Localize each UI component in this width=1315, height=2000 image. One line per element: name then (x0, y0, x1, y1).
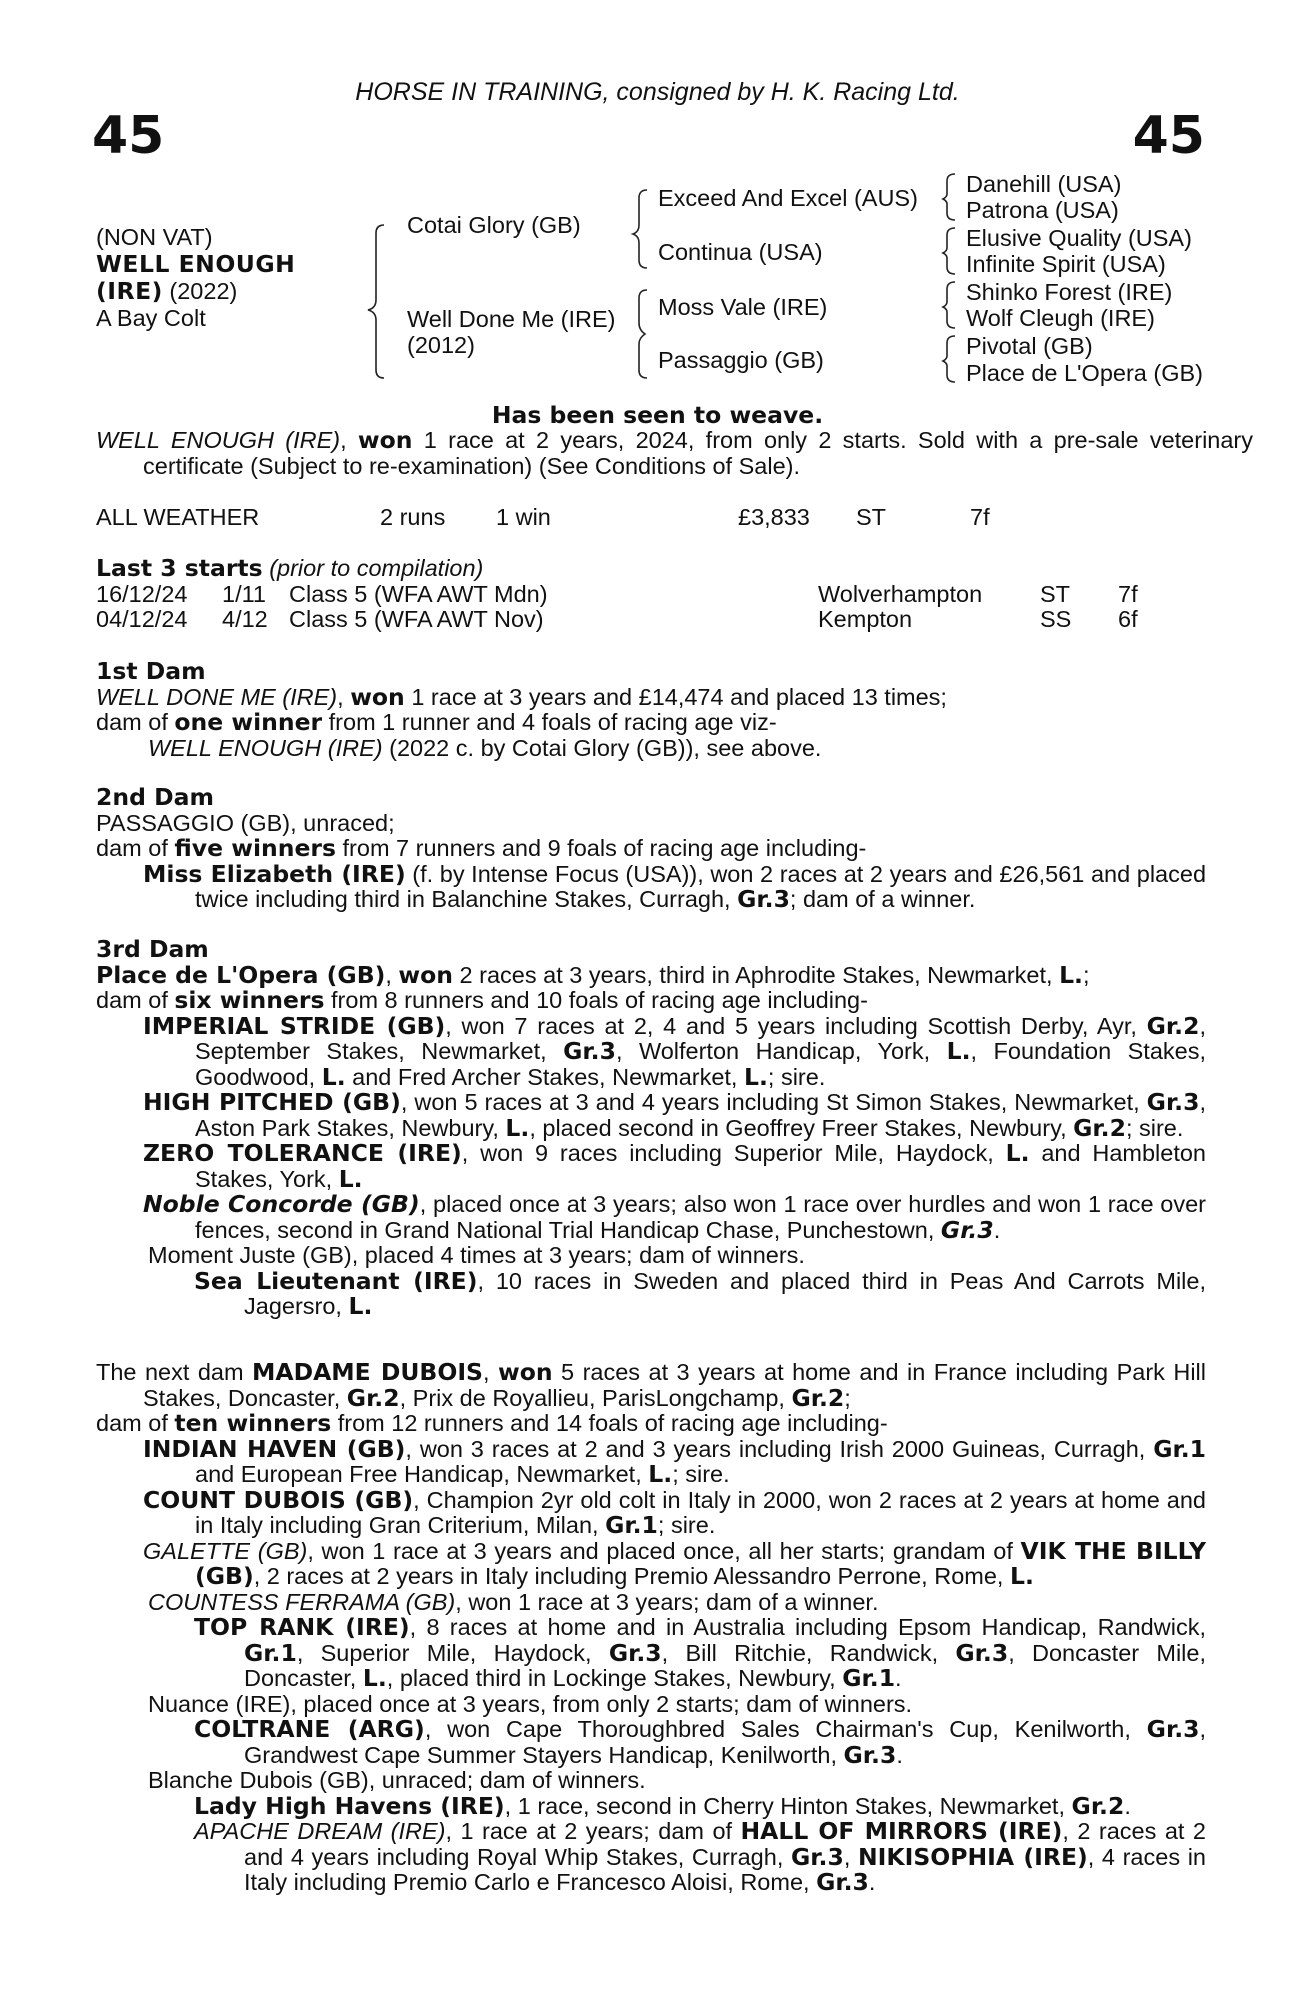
produce-text: , Wolferton Handicap, York, (615, 1038, 947, 1064)
grade: Gr.3 (1146, 1088, 1200, 1116)
sep: , (337, 683, 351, 710)
summary-horse-name: WELL ENOUGH (IRE) (96, 427, 341, 453)
grade: Gr.3 (608, 1638, 662, 1667)
start-date: 16/12/24 (96, 581, 188, 607)
start-date: 04/12/24 (96, 606, 188, 632)
second-dam-section (96, 785, 1206, 913)
foal-name: WELL ENOUGH (IRE) (148, 734, 383, 761)
fourth-dam-text: , Prix de Royallieu, ParisLongchamp, (399, 1384, 792, 1411)
grade: Gr.2 (1071, 1791, 1125, 1820)
pedigree-ddd: Place de L'Opera (GB) (966, 360, 1203, 386)
grade: Gr.2 (791, 1383, 845, 1412)
produce-text: and European Free Handicap, Newmarket, (195, 1461, 649, 1487)
produce-name: GALETTE (GB) (143, 1537, 308, 1564)
grand-produce-name: VIK THE BILLY (GB) (195, 1536, 1206, 1590)
produce-text: , won 1 race at 3 years and placed once, all her starts; grandam of (307, 1537, 1021, 1564)
grade: Gr.3 (843, 1740, 897, 1769)
record-surface: ALL WEATHER (96, 504, 260, 530)
foal-text: (2022 c. by Cotai Glory (GB)), see above. (382, 734, 822, 761)
produce-entry: Moment Juste (GB), placed 4 times at 3 years; dam of winners. (148, 1242, 805, 1268)
first-dam-produce-line (96, 710, 1206, 736)
grade: L. (946, 1037, 971, 1065)
start-distance: 7f (1118, 581, 1138, 607)
produce-text: , Grandwest Cape Summer Stayers Handicap, Kenilworth, (244, 1716, 1207, 1768)
page-header: HORSE IN TRAINING, consigned by H. K. Racing Ltd. (355, 78, 960, 106)
produce-entry: Nuance (IRE), placed once at 3 years, from only 2 starts; dam of winners. (148, 1690, 913, 1717)
runners-text: from 7 runners and 9 foals of racing age including- (335, 835, 867, 861)
first-dam-line (96, 682, 1206, 711)
start-position: 1/11 (222, 581, 266, 607)
summary-won: won (357, 426, 413, 454)
produce-text: , placed third in Lockinge Stakes, Newbury, (386, 1665, 843, 1691)
last-starts-title: Last 3 starts (96, 554, 263, 582)
first-dam-foal (96, 736, 1206, 762)
produce-text: , Doncaster Mile, Doncaster, (244, 1639, 1207, 1691)
winner-count: five winners (174, 834, 336, 862)
fourth-dam-text: 5 races at 3 years at home and in France including Park Hill Stakes, Doncaster, (143, 1359, 1206, 1411)
last-starts-subtitle: (prior to compilation) (262, 555, 484, 581)
produce-entry (96, 1819, 1206, 1896)
record-wins: 1 win (496, 504, 551, 530)
produce-text: . (993, 1216, 1001, 1243)
dam-of: dam of (96, 987, 175, 1013)
horse-year: (2022) (162, 278, 238, 304)
lot-number-right: 45 (1132, 106, 1205, 166)
produce-entry (96, 1090, 1206, 1141)
second-dam-produce-line (96, 836, 1206, 862)
pedigree-dss: Shinko Forest (IRE) (966, 279, 1173, 305)
grade: L. (648, 1460, 673, 1488)
grade: L. (1005, 1139, 1030, 1167)
pedigree-sire: Cotai Glory (GB) (407, 212, 581, 238)
produce-text: , won Cape Thoroughbred Sales Chairman's Cup, Kenilworth, (424, 1716, 1147, 1742)
pedigree-sdd: Infinite Spirit (USA) (966, 251, 1166, 277)
pedigree-dam-sire: Moss Vale (IRE) (658, 294, 828, 320)
dam-of: dam of (96, 1410, 175, 1436)
pedigree-sds: Elusive Quality (USA) (966, 225, 1192, 251)
produce-name: COUNTESS FERRAMA (GB) (148, 1588, 456, 1615)
produce-text: , placed second in Geoffrey Freer Stakes, Newbury, (529, 1114, 1074, 1141)
produce-text: . (896, 1741, 903, 1768)
pedigree-dds: Pivotal (GB) (966, 333, 1093, 359)
pedigree-sire-dam: Continua (USA) (658, 239, 823, 265)
first-dam-text: 1 race at 3 years and £14,474 and placed 13 times; (404, 683, 947, 710)
produce-entry (96, 1141, 1206, 1192)
summary-text: 1 race at 2 years, 2024, from only 2 starts. Sold with a pre-sale veterinary certificate (Subject to re-examination) (See Conditions of Sale). (143, 427, 1253, 479)
produce-text: ; sire. (657, 1512, 716, 1538)
fourth-dam-produce-line (96, 1411, 1206, 1437)
produce-text: , 1 race, second in Cherry Hinton Stakes, Newmarket, (504, 1792, 1072, 1819)
produce-entry (96, 1615, 1206, 1692)
pedigree-sire-sire: Exceed And Excel (AUS) (658, 185, 918, 211)
produce-name: Sea Lieutenant (IRE) (194, 1266, 478, 1295)
produce-text: , won 5 races at 3 and 4 years including St Simon Stakes, Newmarket, (400, 1089, 1147, 1115)
produce-text: , won 3 races at 2 and 3 years including Irish 2000 Guineas, Curragh, (405, 1435, 1154, 1462)
grade: Gr.1 (1153, 1434, 1206, 1463)
produce-text: ; sire. (1125, 1114, 1184, 1141)
vet-note: Has been seen to weave. (491, 401, 824, 429)
produce-text: , 4 races in Italy including Premio Carlo e Francesco Aloisi, Rome, (244, 1843, 1206, 1895)
start-distance: 6f (1118, 606, 1138, 632)
grade: Gr.3 (955, 1638, 1009, 1667)
produce-name: ZERO TOLERANCE (IRE) (143, 1139, 462, 1167)
last-starts-heading (96, 556, 483, 582)
produce-text: , Champion 2yr old colt in Italy in 2000, won 2 races at 2 years at home and in Italy including Gran Criterium, Milan, (195, 1486, 1206, 1538)
produce-name: APACHE DREAM (IRE) (194, 1818, 446, 1844)
grand-produce-name: NIKISOPHIA (IRE) (857, 1842, 1088, 1871)
produce-text: , won 9 races including Superior Mile, Haydock, (461, 1140, 1006, 1166)
start-surface: ST (1040, 581, 1071, 607)
third-dam-heading: 3rd Dam (96, 935, 209, 963)
pedigree-sss: Danehill (USA) (966, 171, 1122, 197)
start-race: Class 5 (WFA AWT Mdn) (289, 581, 548, 607)
dam-of: dam of (96, 835, 175, 861)
produce-text: ; dam of a winner. (789, 886, 976, 912)
grade: L. (744, 1062, 768, 1091)
record-runs: 2 runs (380, 504, 446, 530)
produce-name: Noble Concorde (GB) (143, 1190, 420, 1218)
first-dam-name: WELL DONE ME (IRE) (96, 683, 338, 710)
grade: Gr.2 (1146, 1011, 1200, 1040)
start-position: 4/12 (222, 606, 268, 632)
pedigree-dsd: Wolf Cleugh (IRE) (966, 305, 1155, 331)
start-course: Kempton (818, 606, 913, 632)
lot-number-left: 45 (92, 106, 165, 166)
grade: L. (348, 1292, 373, 1320)
grade: Gr.2 (346, 1383, 400, 1412)
sep: ; (844, 1384, 851, 1411)
grade: L. (1059, 960, 1083, 989)
produce-text: , 8 races at home and in Australia including Epsom Handicap, Randwick, (409, 1614, 1206, 1640)
produce-text: , September Stakes, Newmarket, (195, 1012, 1206, 1064)
grade: Gr.3 (940, 1215, 994, 1244)
grade: Gr.3 (563, 1037, 616, 1065)
sep: , (385, 961, 399, 988)
winner-count: ten winners (174, 1409, 332, 1437)
grade: L. (362, 1664, 387, 1692)
produce-text: , 10 races in Sweden and placed third in Peas And Carrots Mile, Jagersro, (244, 1267, 1206, 1319)
horse-country: (IRE) (96, 277, 163, 305)
produce-text: ; sire. (672, 1461, 730, 1487)
first-dam-section (96, 659, 1206, 761)
grade: Gr.1 (842, 1664, 896, 1692)
produce-text: , 2 races at 2 and 4 years including Royal Whip Stakes, Curragh, (244, 1818, 1206, 1870)
vat-status: (NON VAT) (96, 224, 213, 250)
next-dam-label: The next dam (96, 1359, 253, 1385)
runners-text: from 8 runners and 10 foals of racing age including- (324, 987, 868, 1013)
grade: L. (505, 1113, 530, 1142)
pedigree-dam: Well Done Me (IRE) (407, 306, 616, 332)
start-surface: SS (1040, 606, 1072, 632)
produce-entry (96, 1192, 1206, 1243)
winner-count: one winner (174, 708, 323, 736)
grand-produce-name: HALL OF MIRRORS (IRE) (740, 1817, 1063, 1845)
produce-text: . (1124, 1792, 1131, 1819)
pedigree-dam-year: (2012) (407, 332, 475, 358)
produce-entry (96, 1536, 1206, 1590)
produce-name: INDIAN HAVEN (GB) (143, 1434, 406, 1463)
produce-entry: Blanche Dubois (GB), unraced; dam of winners. (148, 1767, 646, 1793)
third-dam-produce-line (96, 988, 1206, 1014)
second-dam-heading: 2nd Dam (96, 783, 214, 811)
produce-name: COUNT DUBOIS (GB) (143, 1485, 414, 1514)
produce-entry (96, 1791, 1206, 1820)
third-dam-section (96, 937, 1206, 1320)
produce-text: . (895, 1665, 902, 1691)
first-dam-heading: 1st Dam (96, 657, 206, 685)
runners-text: from 12 runners and 14 foals of racing age including- (331, 1410, 888, 1436)
grade: Gr.3 (1146, 1715, 1200, 1743)
produce-name: HIGH PITCHED (GB) (143, 1088, 401, 1116)
fourth-dam-section (96, 1360, 1206, 1896)
produce-entry (96, 1011, 1207, 1091)
third-dam-name: Place de L'Opera (GB) (96, 960, 386, 989)
runners-text: from 1 runner and 4 foals of racing age viz- (322, 709, 777, 735)
produce-text: , won 1 race at 3 years; dam of a winner. (455, 1588, 879, 1615)
start-race: Class 5 (WFA AWT Nov) (289, 606, 544, 632)
sep: ; (1082, 961, 1090, 988)
produce-entry (96, 1485, 1206, 1539)
grade: Gr.1 (244, 1638, 297, 1667)
produce-name: TOP RANK (IRE) (194, 1613, 410, 1641)
produce-text: . (868, 1869, 876, 1895)
fourth-dam-name: MADAME DUBOIS (252, 1358, 483, 1386)
grade: Gr.3 (791, 1842, 844, 1871)
winner-count: six winners (174, 986, 325, 1014)
produce-text: (f. by Intense Focus (USA)), won 2 races at 2 years and £26,561 and placed twice including third in Balanchine Stakes, Curragh, (195, 860, 1207, 912)
record-distance: 7f (970, 504, 990, 530)
produce-text: , Aston Park Stakes, Newbury, (195, 1089, 1206, 1141)
race-summary: WELL ENOUGH (IRE), won 1 race at 2 years, 2024, from only 2 starts. Sold with a pre-sale veterinary certificate (Subject to re-examination) (See Conditions of Sale). (96, 426, 1253, 479)
produce-name: Miss Elizabeth (IRE) (143, 859, 406, 888)
produce-name: Lady High Havens (IRE) (194, 1791, 505, 1820)
sep: , (843, 1843, 858, 1870)
won-label: won (350, 682, 405, 711)
record-prize: £3,833 (738, 504, 810, 530)
grade: Gr.3 (737, 885, 790, 913)
produce-text: , Foundation Stakes, Goodwood, (195, 1038, 1207, 1090)
grade: L. (338, 1164, 363, 1193)
produce-text: , placed once at 3 years; also won 1 race over hurdles and won 1 race over fences, second in Grand National Trial Handicap Chase, Punchestown, (195, 1191, 1206, 1243)
start-course: Wolverhampton (818, 581, 983, 607)
grade: L. (321, 1062, 346, 1091)
produce-name: IMPERIAL STRIDE (GB) (143, 1011, 446, 1040)
horse-description: A Bay Colt (96, 305, 206, 331)
grade: Gr.2 (1073, 1113, 1126, 1142)
produce-text: ; sire. (767, 1063, 826, 1090)
third-dam-text: 2 races at 3 years, third in Aphrodite Stakes, Newmarket, (453, 961, 1060, 988)
grade: Gr.1 (605, 1511, 658, 1539)
produce-entry (96, 1266, 1206, 1320)
horse-name: WELL ENOUGH (96, 250, 296, 278)
produce-entry (96, 859, 1207, 913)
produce-entry (96, 1434, 1206, 1488)
produce-entry (96, 1717, 1206, 1768)
produce-text: and Fred Archer Stakes, Newmarket, (345, 1063, 744, 1090)
produce-name: COLTRANE (ARG) (194, 1715, 425, 1743)
dam-of: dam of (96, 709, 175, 735)
produce-text: , Bill Ritchie, Randwick, (661, 1639, 956, 1666)
record-going: ST (856, 504, 887, 530)
pedigree-ssd: Patrona (USA) (966, 197, 1119, 223)
grade: L. (1009, 1562, 1034, 1590)
sep: , (482, 1359, 498, 1385)
fourth-dam-line (96, 1360, 1206, 1411)
produce-text: , 1 race at 2 years; dam of (445, 1818, 741, 1844)
second-dam-line: PASSAGGIO (GB), unraced; (96, 809, 395, 836)
grade: Gr.3 (816, 1868, 869, 1896)
produce-text: , won 7 races at 2, 4 and 5 years including Scottish Derby, Ayr, (445, 1012, 1147, 1039)
won-label: won (497, 1358, 553, 1386)
produce-entry (96, 1590, 1206, 1616)
won-label: won (398, 960, 453, 989)
pedigree-dam-dam: Passaggio (GB) (658, 347, 824, 373)
third-dam-line (96, 960, 1206, 989)
produce-text: , 2 races at 2 years in Italy including Premio Alessandro Perrone, Rome, (253, 1563, 1010, 1589)
produce-text: , Superior Mile, Haydock, (296, 1639, 609, 1666)
produce-text: and Hambleton Stakes, York, (195, 1140, 1206, 1192)
